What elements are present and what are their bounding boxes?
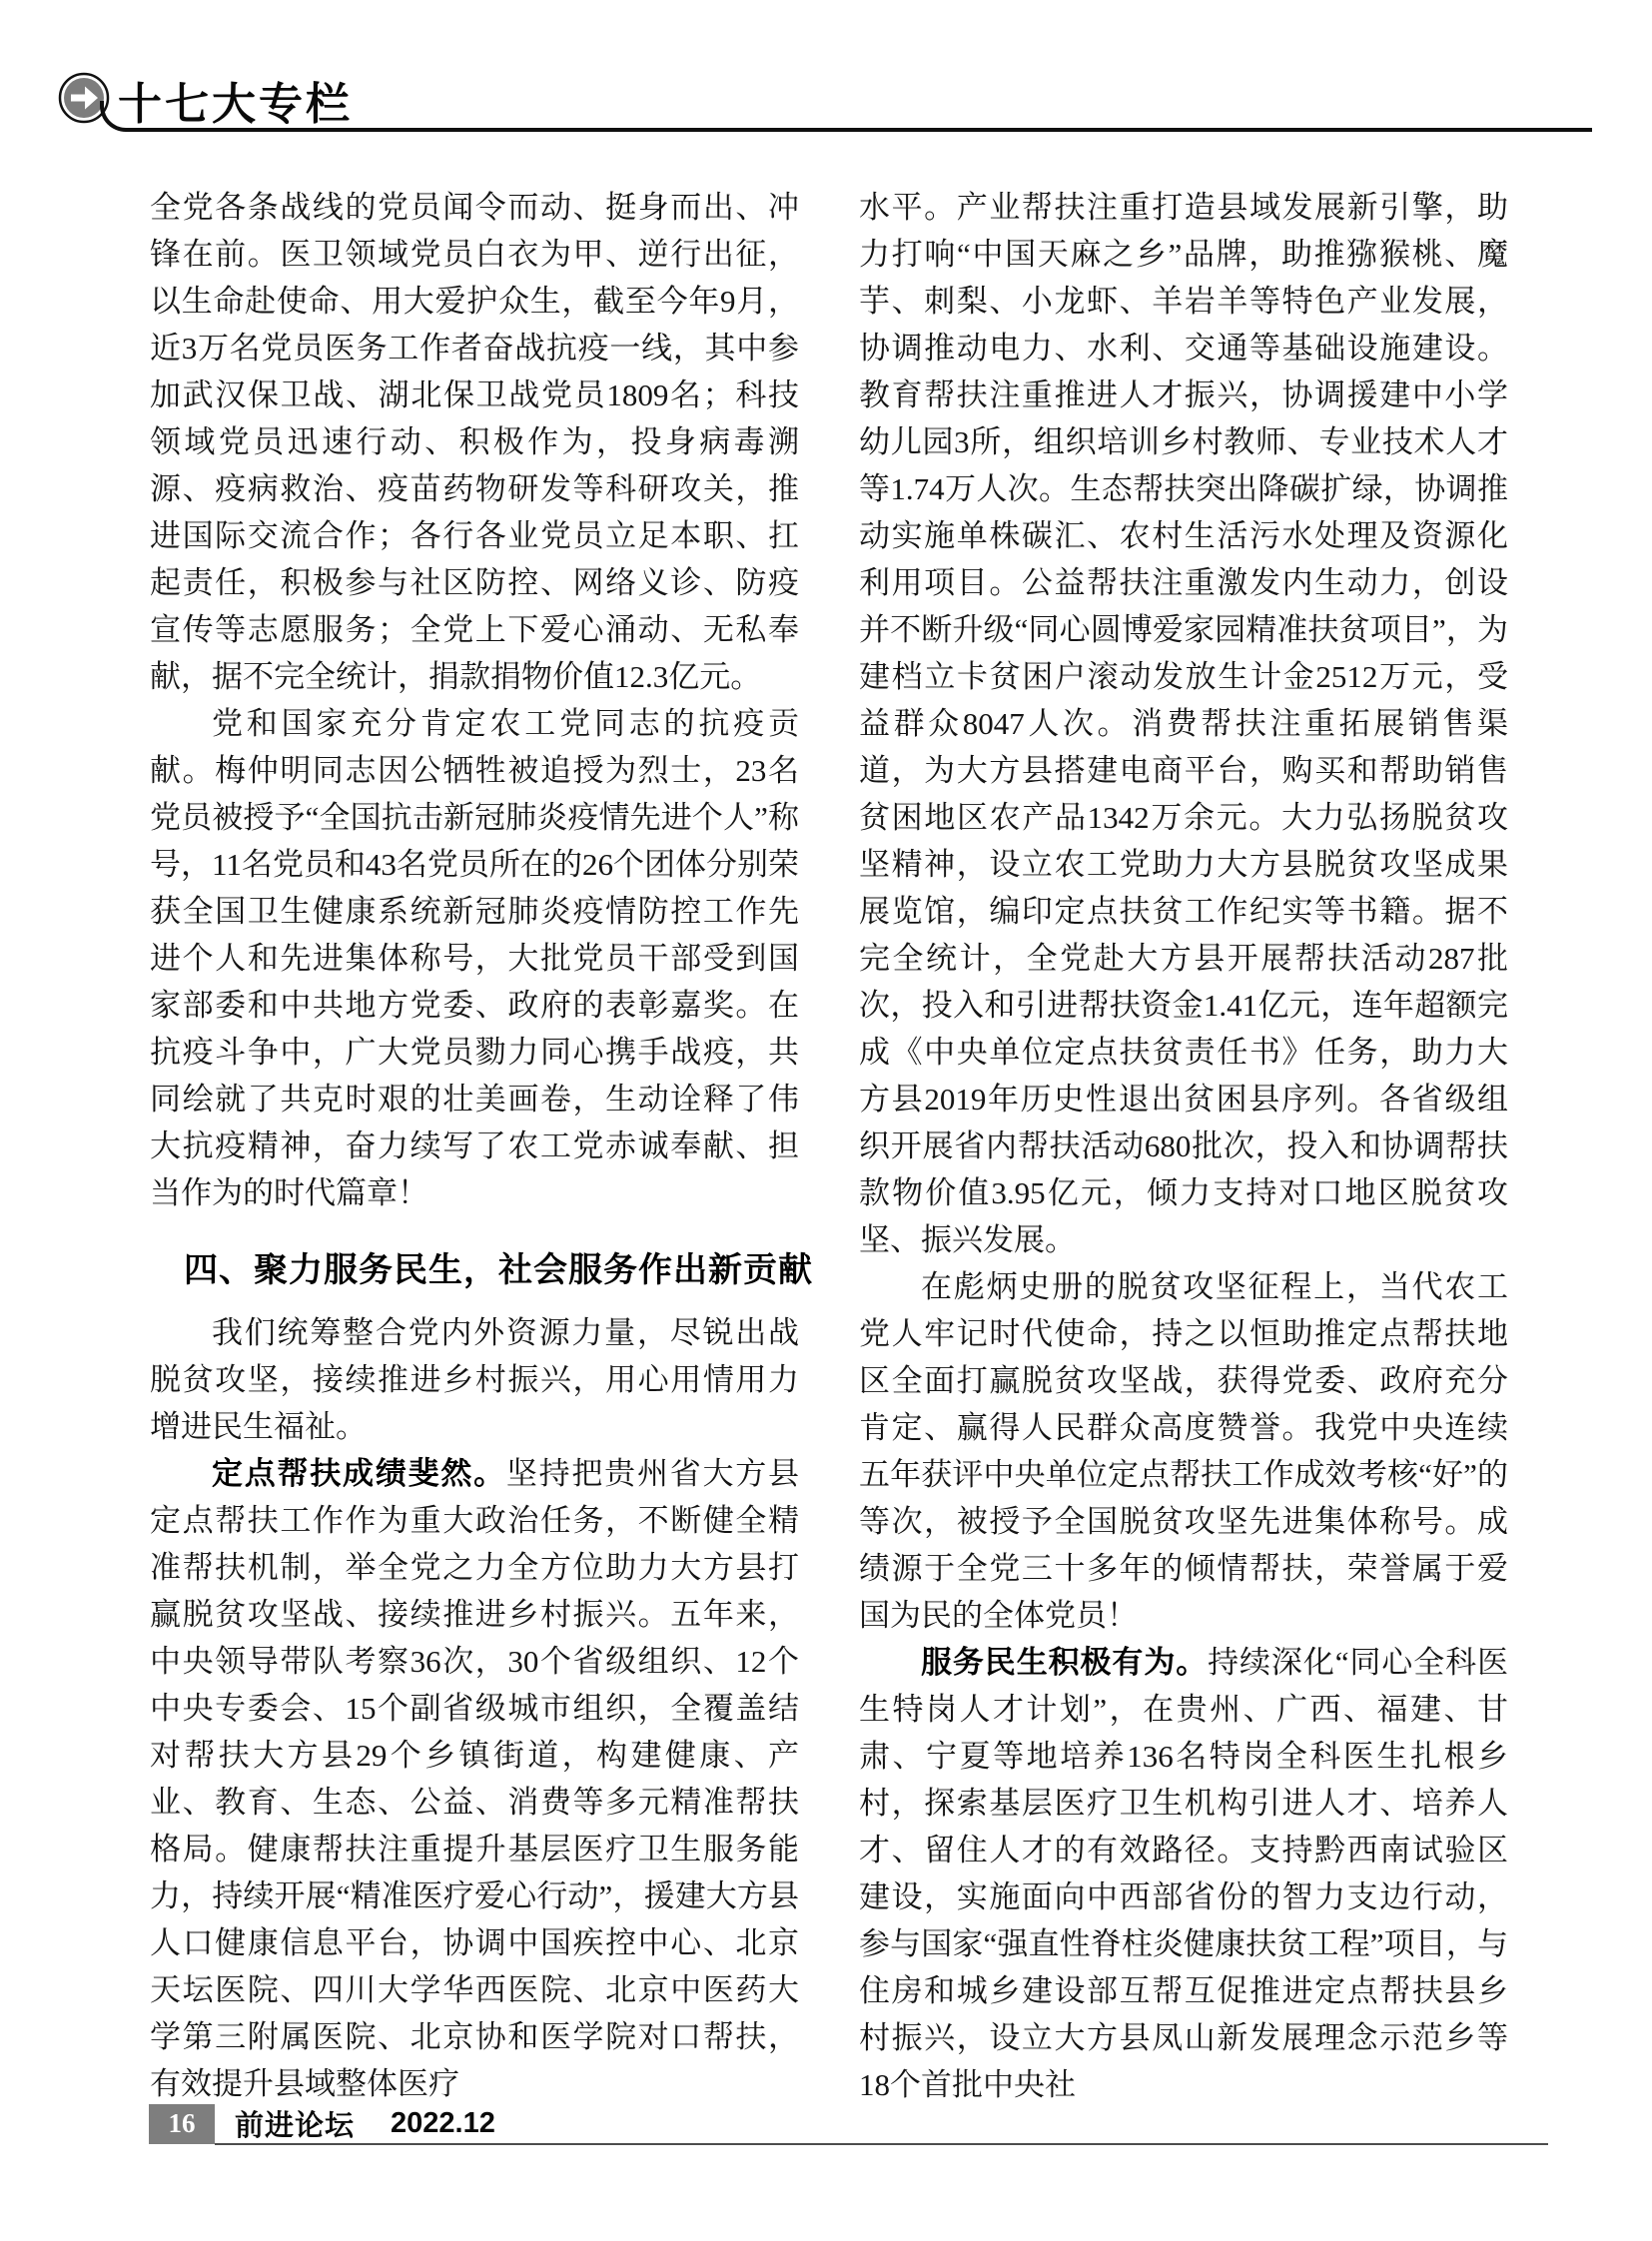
paragraph-lead: 定点帮扶成绩斐然。 (212, 1456, 506, 1491)
section-heading: 四、聚力服务民生，社会服务作出新贡献 (184, 1251, 813, 1289)
paragraph-text: 坚持把贵州省大方县定点帮扶工作作为重大政治任务，不断健全精准帮扶机制，举全党之力全方位助力大方县打赢脱贫攻坚战、接续推进乡村振兴。五年来，中央领导带队考察36次，30个省级组织、12个中央专委会、15个副省级城市组织，全覆盖结对帮扶大方县29个乡镇街道，构建健康、产业、教育、生态、公益、消费等多元精准帮扶格局。健康帮扶注重提升基层医疗卫生服务能力，持续开展“精准医疗爱心行动”，援建大方县人口健康信息平台，协调中国疾控中心、北京天坛医院、四川大学华西医院、北京中医药大学第三附属医院、北京协和医学院对口帮扶，有效提升县域整体医疗 (150, 1456, 800, 2101)
paragraph: 水平。产业帮扶注重打造县域发展新引擎，助力打响“中国天麻之乡”品牌，助推猕猴桃、魔芋、刺梨、小龙虾、羊岩羊等特色产业发展，协调推动电力、水利、交通等基础设施建设。教育帮扶注重推进人才振兴，协调援建中小学幼儿园3所，组织培训乡村教师、专业技术人才等1.74万人次。生态帮扶突出降碳扩绿，协调推动实施单株碳汇、农村生活污水处理及资源化利用项目。公益帮扶注重激发内生动力，创设并不断升级“同心圆博爱家园精准扶贫项目”，为建档立卡贫困户滚动发放生计金2512万元，受益群众8047人次。消费帮扶注重拓展销售渠道，为大方县搭建电商平台，购买和帮助销售贫困地区农产品1342万余元。大力弘扬脱贫攻坚精神，设立农工党助力大方县脱贫攻坚成果展览馆，编印定点扶贫工作纪实等书籍。据不完全统计，全党赴大方县开展帮扶活动287批次，投入和引进帮扶资金1.41亿元，连年超额完成《中央单位定点扶贫责任书》任务，助力大方县2019年历史性退出贫困县序列。各省级组织开展省内帮扶活动680批次，投入和协调帮扶款物价值3.95亿元，倾力支持对口地区脱贫攻坚、振兴发展。 (859, 190, 1508, 1257)
paragraph-text: 持续深化“同心全科医生特岗人才计划”，在贵州、广西、福建、甘肃、宁夏等地培养136名特岗全科医生扎根乡村，探索基层医疗卫生机构引进人才、培养人才、留住人才的有效路径。支持黔西南试验区建设，实施面向中西部省份的智力支边行动，参与国家“强直性脊柱炎健康扶贫工程”项目，与住房和城乡建设部互帮互促推进定点帮扶县乡村振兴，设立大方县凤山新发展理念示范乡等18个首批中央社 (859, 1645, 1509, 2102)
page-footer (149, 2103, 495, 2144)
right-column (859, 184, 1508, 2108)
paragraph: 在彪炳史册的脱贫攻坚征程上，当代农工党人牢记时代使命，持之以恒助推定点帮扶地区全面打赢脱贫攻坚战，获得党委、政府充分肯定、赢得人民群众高度赞誉。我党中央连续五年获评中央单位定点帮扶工作成效考核“好”的等次，被授予全国脱贫攻坚先进集体称号。成绩源于全党三十多年的倾情帮扶，荣誉属于爱国为民的全体党员！ (859, 1269, 1508, 1633)
paragraph-lead: 服务民生积极有为。 (921, 1645, 1209, 1680)
journal-name: 前进论坛 (235, 2110, 356, 2142)
left-column (150, 184, 813, 2108)
section-label: 十七大专栏 (118, 80, 353, 129)
paragraph (859, 1639, 1508, 2108)
footer-rule (215, 2143, 1548, 2145)
page-number-badge: 16 (149, 2104, 215, 2144)
issue-date: 2022.12 (391, 2107, 495, 2139)
paragraph: 全党各条战线的党员闻令而动、挺身而出、冲锋在前。医卫领域党员白衣为甲、逆行出征，以生命赴使命、用大爱护众生，截至今年9月，近3万名党员医务工作者奋战抗疫一线，其中参加武汉保卫战、湖北保卫战党员1809名；科技领域党员迅速行动、积极作为，投身病毒溯源、疫病救治、疫苗药物研发等科研攻关，推进国际交流合作；各行各业党员立足本职、扛起责任，积极参与社区防控、网络义诊、防疫宣传等志愿服务；全党上下爱心涌动、无私奉献，据不完全统计，捐款捐物价值12.3亿元。 (150, 190, 799, 694)
article-body (150, 184, 1508, 2108)
paragraph (150, 1450, 799, 2107)
paragraph: 我们统筹整合党内外资源力量，尽锐出战脱贫攻坚，接续推进乡村振兴，用心用情用力增进民生福祉。 (150, 1315, 799, 1444)
header-rule (100, 101, 1592, 132)
paragraph: 党和国家充分肯定农工党同志的抗疫贡献。梅仲明同志因公牺牲被追授为烈士，23名党员被授予“全国抗击新冠肺炎疫情先进个人”称号，11名党员和43名党员所在的26个团体分别荣获全国卫生健康系统新冠肺炎疫情防控工作先进个人和先进集体称号，大批党员干部受到国家部委和中共地方党委、政府的表彰嘉奖。在抗疫斗争中，广大党员勠力同心携手战疫，共同绘就了共克时艰的壮美画卷，生动诠释了伟大抗疫精神，奋力续写了农工党赤诚奉献、担当作为的时代篇章！ (150, 706, 799, 1210)
